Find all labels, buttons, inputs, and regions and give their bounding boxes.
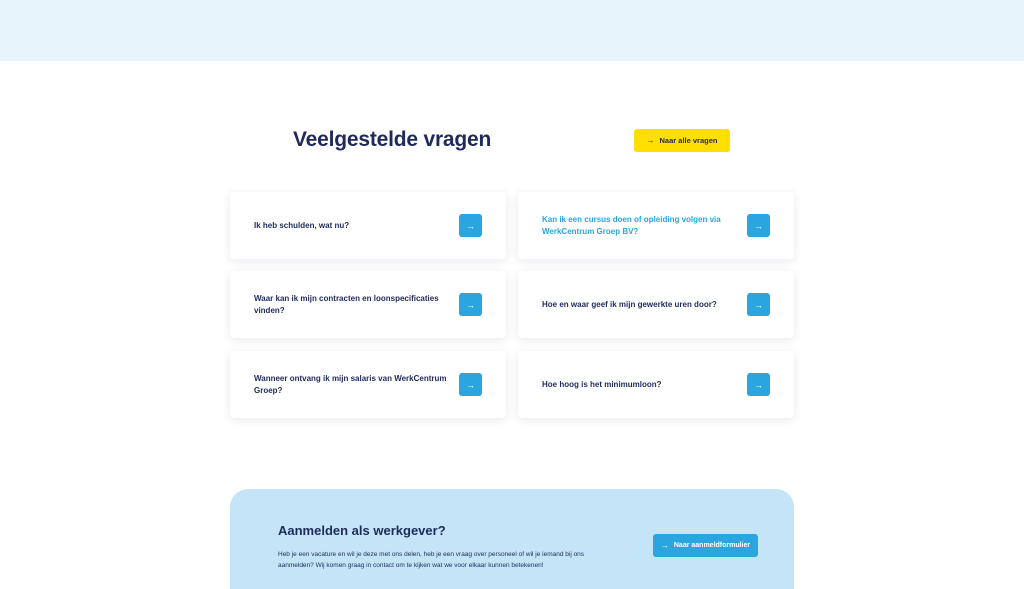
signup-form-label: Naar aanmeldformulier — [673, 542, 751, 549]
arrow-right-icon[interactable]: → — [747, 214, 770, 237]
arrow-right-icon: → — [646, 136, 655, 145]
faq-card-salary[interactable] — [230, 351, 506, 418]
arrow-right-icon: → — [660, 541, 669, 550]
faq-question: Kan ik een cursus doen of opleiding volgen via WerkCentrum Groep BV? — [542, 214, 721, 236]
faq-card-contracts[interactable] — [230, 271, 506, 338]
arrow-right-icon[interactable]: → — [459, 373, 482, 396]
arrow-right-icon[interactable]: → — [459, 214, 482, 237]
faq-card-minimum-wage[interactable] — [518, 351, 794, 418]
all-questions-button[interactable] — [634, 129, 730, 152]
employer-signup-panel — [230, 489, 794, 589]
top-header-band — [0, 0, 1024, 61]
faq-question: Hoe en waar geef ik mijn gewerkte uren door? — [542, 299, 717, 309]
faq-question: Hoe hoog is het minimumloon? — [542, 379, 662, 389]
faq-question: Waar kan ik mijn contracten en loonspecificaties vinden? — [254, 293, 439, 315]
faq-header — [293, 126, 730, 156]
faq-title: Veelgestelde vragen — [293, 128, 492, 151]
faq-question: Wanneer ontvang ik mijn salaris van WerkCentrum Groep? — [254, 373, 447, 395]
employer-signup-text: Heb je een vacature en wil je deze met ons delen, heb je een vraag over personeel of wil je iemand bij ons aanmelden? Wij komen graag in contact om te kijken wat we voor elkaar kunnen betekenen! — [278, 551, 585, 569]
faq-card-hours[interactable] — [518, 271, 794, 338]
all-questions-label: Naar alle vragen — [659, 136, 718, 145]
faq-question: Ik heb schulden, wat nu? — [254, 220, 350, 230]
faq-card-course[interactable] — [518, 192, 794, 259]
arrow-right-icon[interactable]: → — [459, 293, 482, 316]
arrow-right-icon[interactable]: → — [747, 373, 770, 396]
faq-card-debts[interactable] — [230, 192, 506, 259]
employer-signup-title: Aanmelden als werkgever? — [278, 523, 446, 538]
arrow-right-icon[interactable]: → — [747, 293, 770, 316]
signup-form-button[interactable] — [653, 534, 758, 557]
